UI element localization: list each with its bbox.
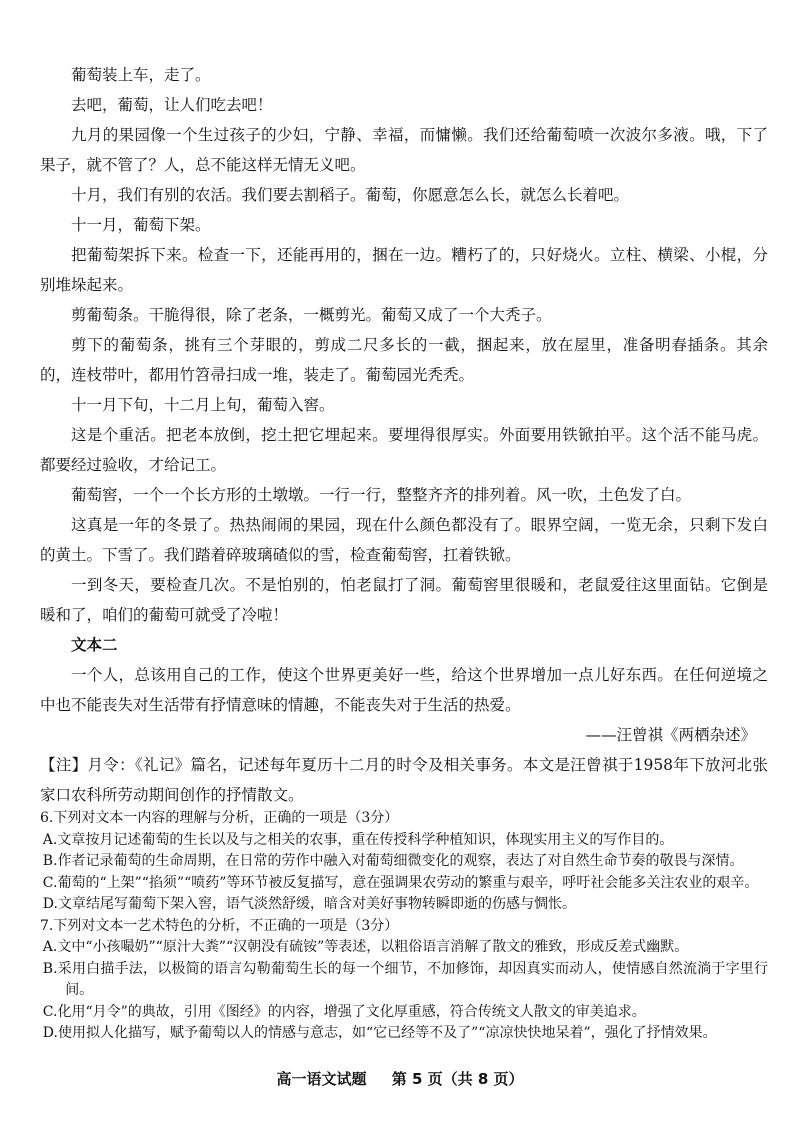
question-6-stem: 6.下列对文本一内容的理解与分析，正确的一项是（3分） [40, 810, 399, 826]
question-7-option-c: C.化用“月令”的典故，引用《图经》的内容，增强了文化厚重感，符合传统文人散文的审美追求。 [42, 1003, 646, 1020]
question-6-option-c: C.葡萄的“上架”“掐须”“喷药”等环节被反复描写，意在强调果农劳动的繁重与艰辛，呼吁社会能多关注农业的艰辛。 [42, 874, 759, 891]
text1-paragraph: 这真是一年的冬景了。热热闹闹的果园，现在什么颜色都没有了。眼界空阔，一览无余，只剩下发白的黄土。下雪了。我们踏着碎玻璃碴似的雪，检查葡萄窖，扛着铁锨。 [40, 516, 768, 564]
footer-page-number: 第 5 页（共 8 页） [391, 1070, 524, 1088]
text1-paragraph: 剪葡萄条。干脆得很，除了老条，一概剪光。葡萄又成了一个大秃子。 [71, 306, 552, 324]
annotation-note: 【注】月令：《礼记》篇名，记述每年夏历十二月的时令及相关事务。本文是汪曾祺于1958年下放河北张家口农科所劳动期间创作的抒情散文。 [40, 756, 768, 804]
question-7-option-a: A.文中“小孩嘬奶”“原汁大粪”“汉朝没有硫铵”等表述，以粗俗语言消解了散文的雅致，形成反差式幽默。 [42, 939, 689, 955]
text1-paragraph: 一到冬天，要检查几次。不是怕别的，怕老鼠打了洞。葡萄窖里很暖和，老鼠爱往这里面钻。它倒是暖和了，咱们的葡萄可就受了冷啦！ [40, 576, 768, 624]
text2-attribution: ——汪曾祺《两栖杂述》 [585, 726, 756, 744]
text2-heading: 文本二 [71, 635, 118, 654]
question-6-option-a: A.文章按月记述葡萄的生长以及与之相关的农事，重在传授科学种植知识，体现实用主义的写作目的。 [42, 831, 674, 848]
footer-subject: 高一语文试题 [276, 1070, 367, 1088]
text1-paragraph: 葡萄窖，一个一个长方形的土墩墩。一行一行，整整齐齐的排列着。风一吹，土色发了白。 [71, 486, 692, 504]
question-7-option-b: B.采用白描手法，以极简的语言勾勒葡萄生长的每一个细节，不加修饰，却因真实而动人，使情感自然流淌于字里行间。 [42, 960, 768, 998]
text1-paragraph: 把葡萄架拆下来。检查一下，还能再用的，捆在一边。糟朽了的，只好烧火。立柱、横梁、小棍，分别堆垛起来。 [40, 246, 768, 294]
question-7-stem: 7.下列对文本一艺术特色的分析，不正确的一项是（3分） [40, 917, 399, 934]
question-6-option-b: B.作者记录葡萄的生命周期，在日常的劳作中融入对葡萄细微变化的观察，表达了对自然生命节奏的敬畏与深情。 [42, 853, 744, 869]
text1-paragraph: 十月，我们有别的农活。我们要去割稻子。葡萄，你愿意怎么长，就怎么长着吧。 [71, 186, 630, 204]
text1-paragraph: 去吧，葡萄，让人们吃去吧！ [71, 96, 273, 114]
text1-paragraph: 十一月，葡萄下架。 [71, 216, 211, 234]
text1-paragraph: 葡萄装上车，走了。 [71, 66, 211, 84]
text1-paragraph: 这是个重活。把老本放倒，挖土把它埋起来。要埋得很厚实。外面要用铁锨拍平。这个活不能马虎。都要经过验收，才给记工。 [40, 426, 768, 474]
text1-paragraph: 十一月下旬，十二月上旬，葡萄入窖。 [71, 396, 335, 414]
question-7-option-d: D.使用拟人化描写，赋予葡萄以人的情感与意志，如“它已经等不及了”“凉凉快快地呆着”，强化了抒情效果。 [42, 1025, 717, 1041]
text1-paragraph: 剪下的葡萄条，挑有三个芽眼的，剪成二尺多长的一截，捆起来，放在屋里，准备明春插条。其余的，连枝带叶，都用竹笤帚扫成一堆，装走了。葡萄园光秃秃。 [40, 336, 768, 384]
page-footer [0, 1068, 800, 1089]
question-6-option-d: D.文章结尾写葡萄下架入窖，语气淡然舒缓，暗含对美好事物转瞬即逝的伤感与惆怅。 [42, 896, 576, 912]
text1-paragraph: 九月的果园像一个生过孩子的少妇，宁静、幸福，而慵懒。我们还给葡萄喷一次波尔多液。哦，下了果子，就不管了？人，总不能这样无情无义吧。 [40, 126, 768, 174]
questions-block [40, 808, 768, 1045]
text2-body: 一个人，总该用自己的工作，使这个世界更美好一些，给这个世界增加一点儿好东西。在任何逆境之中也不能丧失对生活带有抒情意味的情趣，不能丧失对于生活的热爱。 [40, 666, 768, 714]
